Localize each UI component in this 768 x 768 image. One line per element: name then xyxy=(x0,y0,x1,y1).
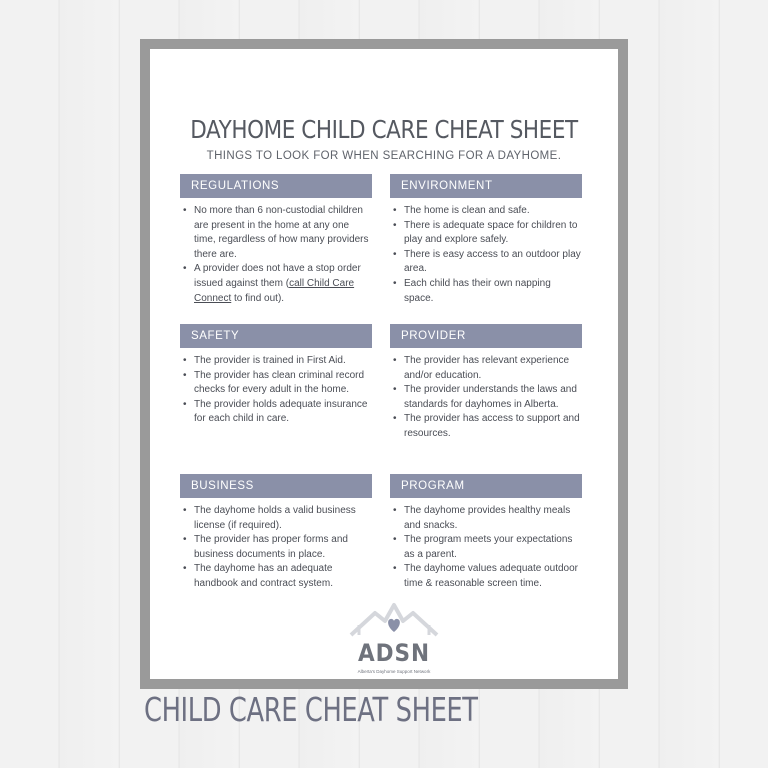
bullet-list xyxy=(180,204,372,306)
logo-text: ADSN xyxy=(358,639,430,667)
logo-tagline: Alberta's Dayhome Support Network xyxy=(357,669,431,674)
list-item: • The provider has access to support and resources. xyxy=(404,412,582,441)
bullet-list xyxy=(180,354,372,427)
section-header: BUSINESS xyxy=(180,474,372,498)
list-item: • The program meets your expectations as a parent. xyxy=(404,533,582,562)
list-item: • The dayhome provides healthy meals and snacks. xyxy=(404,504,582,533)
list-item: • The dayhome has an adequate handbook and contract system. xyxy=(194,562,372,591)
section-header: ENVIRONMENT xyxy=(390,174,582,198)
bullet-list xyxy=(390,354,582,442)
list-item: • The provider has relevant experience and/or education. xyxy=(404,354,582,383)
list-item xyxy=(194,262,372,306)
section-header: SAFETY xyxy=(180,324,372,348)
bullet-list xyxy=(390,204,582,306)
list-item: • The provider has proper forms and business documents in place. xyxy=(194,533,372,562)
bullet-list xyxy=(390,504,582,592)
adsn-logo xyxy=(345,601,443,681)
section-header: PROGRAM xyxy=(390,474,582,498)
list-item: • The provider has clean criminal record checks for every adult in the home. xyxy=(194,369,372,398)
bullet-list xyxy=(180,504,372,592)
list-item: • The provider holds adequate insurance for each child in care. xyxy=(194,398,372,427)
section-header: REGULATIONS xyxy=(180,174,372,198)
section-program xyxy=(390,474,582,592)
cheat-sheet xyxy=(150,49,618,679)
list-item: • The provider is trained in First Aid. xyxy=(194,354,372,369)
list-item: • Each child has their own napping space. xyxy=(404,277,582,306)
list-item-text: A provider does not have a stop order issued against them ( xyxy=(194,263,361,289)
list-item: • There is easy access to an outdoor play area. xyxy=(404,248,582,277)
section-provider xyxy=(390,324,582,442)
section-business xyxy=(180,474,372,592)
list-item-text: to find out). xyxy=(231,292,285,304)
list-item: • There is adequate space for children to play and explore safely. xyxy=(404,219,582,248)
list-item: • The dayhome values adequate outdoor time & reasonable screen time. xyxy=(404,562,582,591)
list-item: • No more than 6 non-custodial children are present in the home at any one time, regardless of how many providers there are. xyxy=(194,204,372,262)
sheet-title: DAYHOME CHILD CARE CHEAT SHEET xyxy=(190,115,578,144)
section-safety xyxy=(180,324,372,427)
section-header: PROVIDER xyxy=(390,324,582,348)
sheet-frame xyxy=(140,39,628,689)
list-item: • The dayhome holds a valid business license (if required). xyxy=(194,504,372,533)
list-item: • The home is clean and safe. xyxy=(404,204,582,219)
section-environment xyxy=(390,174,582,306)
list-item: • The provider understands the laws and standards for dayhomes in Alberta. xyxy=(404,383,582,412)
sheet-subtitle: THINGS TO LOOK FOR WHEN SEARCHING FOR A DAYHOME. xyxy=(206,150,562,162)
call-child-care-connect-link[interactable]: call Child Care Connect xyxy=(194,277,355,304)
section-regulations xyxy=(180,174,372,306)
house-heart-icon xyxy=(345,601,443,643)
page-caption: CHILD CARE CHEAT SHEET xyxy=(144,690,478,729)
